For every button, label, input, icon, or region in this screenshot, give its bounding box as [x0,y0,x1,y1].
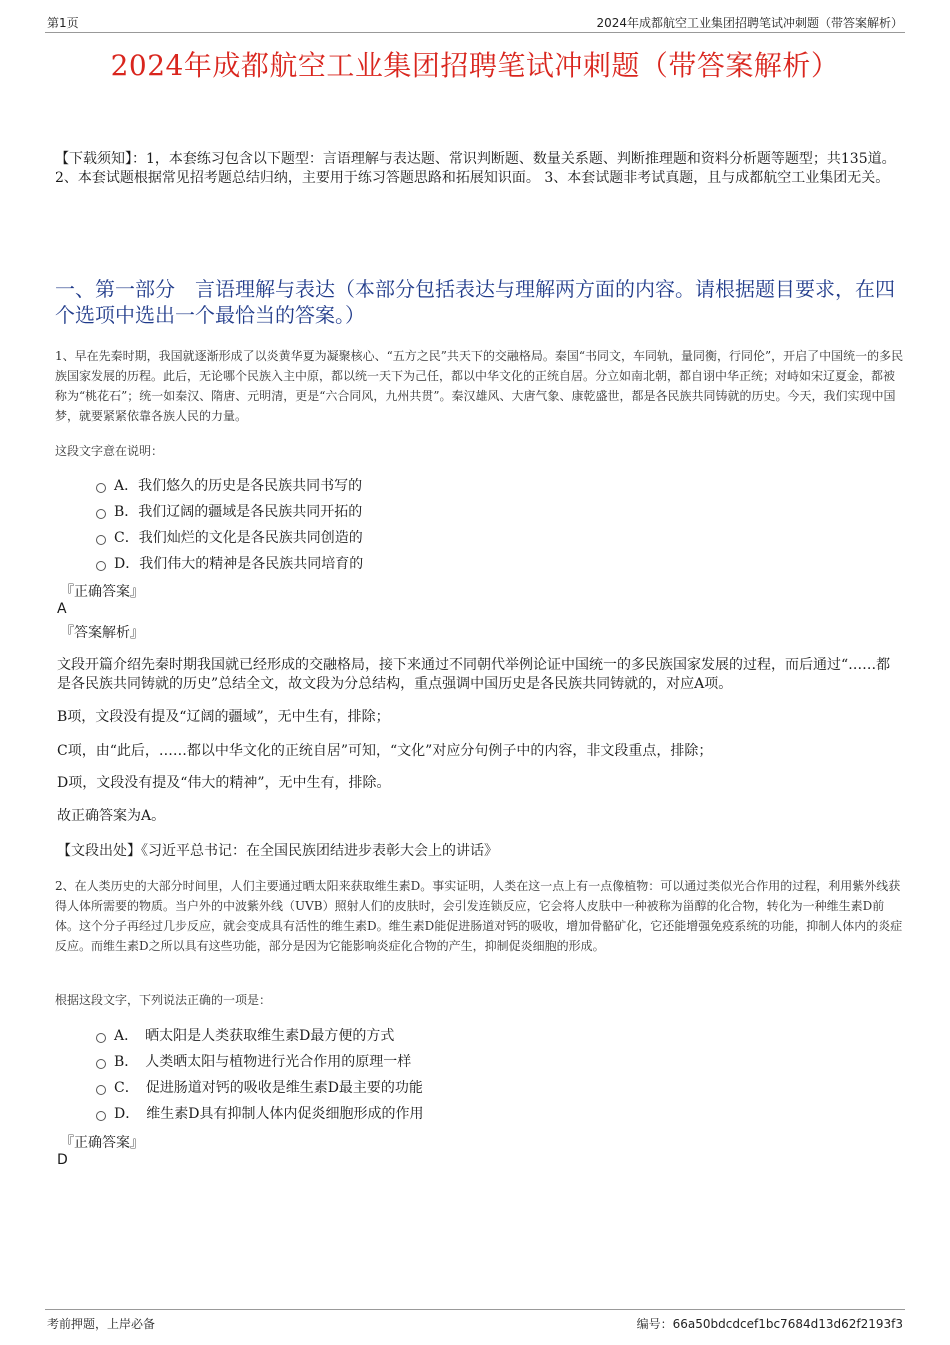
question-1-prompt: 这段文字意在说明： [55,444,164,458]
question-2-answer-label: 『正确答案』 [60,1135,144,1151]
option-label: D．我们伟大的精神是各民族共同培育的 [114,556,364,572]
question-2-option-d[interactable] [96,1104,423,1124]
question-1-analysis-label: 『答案解析』 [60,625,144,641]
question-1-answer-label: 『正确答案』 [60,584,144,600]
radio-icon[interactable] [96,535,106,545]
radio-icon[interactable] [96,1111,106,1121]
question-2-stem: 2、在人类历史的大部分时间里，人们主要通过晒太阳来获取维生素D。事实证明，人类在这一点上有一点像植物：可以通过类似光合作用的过程，利用紫外线获得人体所需要的物质。当户外的中波紫外线（UVB）照射人们的皮肤时，会引发连锁反应，它会将人皮肤中一种被称为甾醇的化合物，转化为一种维生素D前体。这个分子再经过几步反应，就会变成具有活性的维生素D。维生素D能促进肠道对钙的吸收，增加骨骼矿化，它还能增强免疫系统的功能，抑制人体内的炎症反应。而维生素D之所以具有这些功能，部分是因为它能影响炎症化合物的产生，抑制促炎细胞的形成。 [55,879,903,953]
radio-icon[interactable] [96,483,106,493]
question-2-answer: D [57,1152,68,1168]
option-label: A． 晒太阳是人类获取维生素D最方便的方式 [114,1028,395,1044]
document-title: 2024年成都航空工业集团招聘笔试冲刺题（带答案解析） [110,49,840,82]
page-number: 第1页 [47,16,79,30]
document-id: 编号：66a50bdcdcef1bc7684d13d62f2193f3 [636,1317,903,1331]
question-1-option-a[interactable] [96,476,362,496]
analysis-paragraph: 文段开篇介绍先秦时期我国就已经形成的交融格局，接下来通过不同朝代举例论证中国统一的多民族国家发展的过程，而后通过“……都是各民族共同铸就的历史”总结全文，故文段为分总结构，重点强调中国历史是各民族共同铸就的，对应A项。 [57,657,891,692]
option-label: D． 维生素D具有抑制人体内促炎细胞形成的作用 [114,1106,424,1122]
radio-icon[interactable] [96,561,106,571]
option-label: C． 促进肠道对钙的吸收是维生素D最主要的功能 [114,1080,423,1096]
running-header-title: 2024年成都航空工业集团招聘笔试冲刺题（带答案解析） [596,16,903,30]
question-1-option-b[interactable] [96,502,362,522]
header-divider [45,32,905,33]
question-2-prompt: 根据这段文字，下列说法正确的一项是： [55,993,272,1007]
question-1-answer: A [57,601,67,617]
option-label: B．我们辽阔的疆域是各民族共同开拓的 [114,504,363,520]
footer-divider [45,1309,905,1310]
section-heading: 一、第一部分 言语理解与表达（本部分包括表达与理解两方面的内容。请根据题目要求，在四个选项中选出一个最恰当的答案。） [55,277,895,327]
option-label: A．我们悠久的历史是各民族共同书写的 [114,478,363,494]
radio-icon[interactable] [96,1085,106,1095]
question-1-stem: 1、早在先秦时期，我国就逐渐形成了以炎黄华夏为凝聚核心、“五方之民”共天下的交融格局。秦国“书同文，车同轨，量同衡，行同伦”，开启了中国统一的多民族国家发展的历程。此后，无论哪个民族入主中原，都以统一天下为己任，都以中华文化的正统自居。分立如南北朝，都自诩中华正统；对峙如宋辽夏金，都被称为“桃花石”；统一如秦汉、隋唐、元明清，更是“六合同风，九州共贯”。秦汉雄风、大唐气象、康乾盛世，都是各民族共同铸就的历史。今天，我们实现中国梦，就要紧紧依靠各族人民的力量。 [55,349,904,423]
footer-slogan: 考前押题，上岸必备 [47,1317,156,1331]
question-2-option-c[interactable] [96,1078,423,1098]
analysis-paragraph: 故正确答案为A。 [57,808,166,824]
question-1-option-c[interactable] [96,528,363,548]
option-label: C．我们灿烂的文化是各民族共同创造的 [114,530,363,546]
option-label: B． 人类晒太阳与植物进行光合作用的原理一样 [114,1054,412,1070]
question-2-option-b[interactable] [96,1052,411,1072]
analysis-paragraph: C项，由“此后，……都以中华文化的正统自居”可知，“文化”对应分句例子中的内容，非文段重点，排除； [57,743,713,759]
question-1-option-d[interactable] [96,554,363,574]
question-2-option-a[interactable] [96,1026,394,1046]
analysis-paragraph: D项，文段没有提及“伟大的精神”，无中生有，排除。 [57,775,391,791]
radio-icon[interactable] [96,1033,106,1043]
download-notice: 【下载须知】：1，本套练习包含以下题型：言语理解与表达题、常识判断题、数量关系题、判断推理题和资料分析题等题型；共135道。 2、本套试题根据常见招考题总结归纳，主要用于练习答题思路和拓展知识面。 3、本套试题非考试真题，且与成都航空工业集团无关。 [55,151,896,186]
analysis-paragraph: B项，文段没有提及“辽阔的疆域”，无中生有，排除； [57,709,390,725]
radio-icon[interactable] [96,509,106,519]
radio-icon[interactable] [96,1059,106,1069]
text-source: 【文段出处】《习近平总书记：在全国民族团结进步表彰大会上的讲话》 [57,843,498,859]
